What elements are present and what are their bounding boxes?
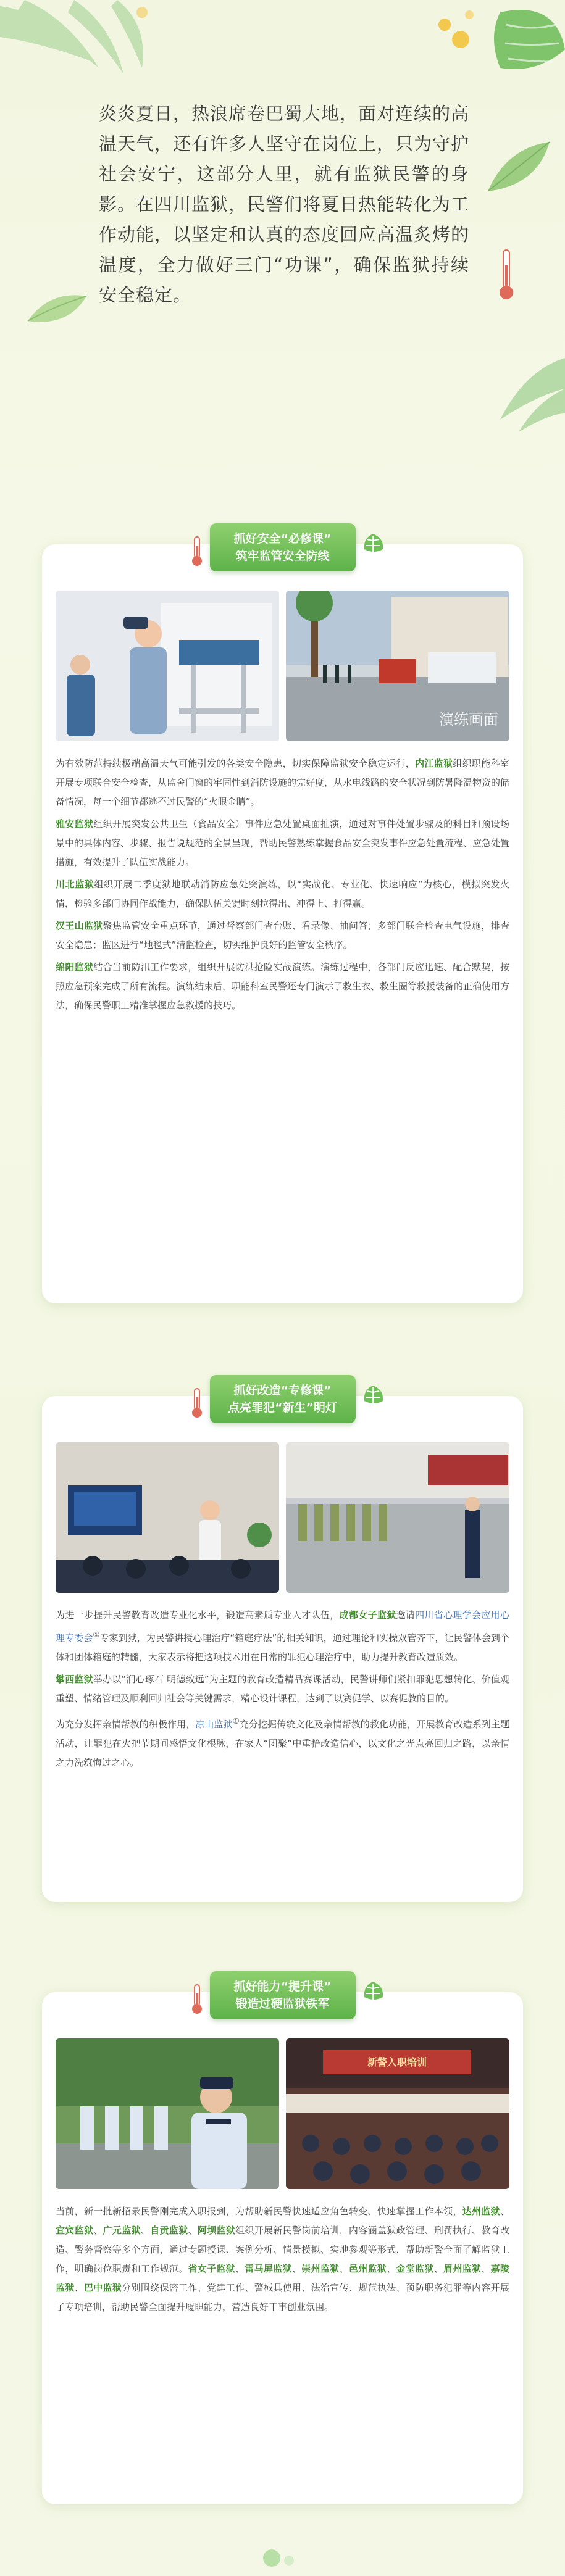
para-text: 组织职能科室开展专项联合安全检查，从监舍门窗的牢固性到消防设施的完好度，从水电线路的安全状况到防暑降温物资的储备情况，每一个细节都逃不过民警的“火眼金睛”。 <box>56 758 510 807</box>
section-title-line1: 抓好能力“提升课” <box>233 1980 332 1993</box>
prison-name: 嘉陵监狱 <box>56 2263 509 2293</box>
prison-name: 攀西监狱 <box>56 1674 93 1685</box>
inspection-photo <box>56 591 279 741</box>
section-body <box>56 754 509 1018</box>
para-text: 为有效防范持续极端高温天气可能引发的各类安全隐患，切实保障监狱安全稳定运行， <box>56 758 416 769</box>
thermometer-icon <box>190 536 204 567</box>
assembly-scene-icon <box>286 1442 509 1593</box>
paragraph <box>56 754 509 812</box>
para-text: 组织开展突发公共卫生（食品安全）事件应急处置桌面推演，通过对事件处置步骤及的科目和预设场景中的具体内容、步骤、报告说规范的全景呈现，帮助民警熟练掌握食品安全突发事件应急处置流程、应急处置措施，有效提升了队伍实战能力。 <box>56 818 510 868</box>
para-text: 组织开展新民警岗前培训，内容涵盖狱政管理、刑罚执行、教育改造、警务督察等多个方面，通过专题授课、案例分析、情景模拟、实地参观等形式，帮助新警全面了解监狱工作，明确岗位职责和工作规范。 <box>56 2225 509 2274</box>
para-text: 为充分发挥亲情帮教的积极作用， <box>56 1719 196 1730</box>
photo-row <box>56 591 509 741</box>
para-text: 充分挖掘传统文化及亲情帮教的教化功能，开展教育改造系列主题活动，让罪犯在火把节期间感悟文化根脉，在家人“团聚”中重拾改造信心，以文化之光点亮回归之路，以亲情之力洗筑悔过之心。 <box>56 1719 509 1768</box>
para-text: 为进一步提升民警教育改造专业化水平，锻造高素质专业人才队伍， <box>56 1610 340 1621</box>
thermometer-icon <box>190 1984 204 2014</box>
palm-leaf-top-left-icon <box>0 0 185 105</box>
prison-name: 成都女子监狱 <box>339 1610 396 1621</box>
prison-name: 内江监狱 <box>415 758 453 769</box>
photo-caption: 演练画面 <box>439 711 498 728</box>
prison-name: 汉王山监狱 <box>56 920 103 931</box>
section-card-safety <box>42 532 523 1303</box>
para-text: 聚焦监管安全重点环节，通过督察部门查台账、看录像、抽问答；多部门联合检查电气设施，排查安全隐患；监区进行“地毯式”清监检查，切实维护良好的监管安全秩序。 <box>56 920 509 950</box>
footnote-mark: ① <box>232 1716 240 1726</box>
para-text: 当前，新一批新招录民警刚完成入职报到，为帮助新民警快速适应角色转变、快速掌握工作本领， <box>56 2206 462 2217</box>
section-header-ability <box>210 1971 356 2019</box>
para-text: 邀请 <box>396 1610 416 1621</box>
photo-row <box>56 1442 509 1593</box>
paragraph: 当前，新一批新招录民警刚完成入职报到，为帮助新民警快速适应角色转变、快速掌握工作本领，达州监狱、宜宾监狱、广元监狱、自贡监狱、阿坝监狱组织开展新民警岗前培训，内容涵盖狱政管理、刑罚执行、教育改造、警务督察等多个方面，通过专题授课、案例分析、情景模拟、实地参观等形式，帮助新警全面了解监狱工作，明确岗位职责和工作规范。省女子监狱、雷马屏监狱、崇州监狱、邑州监狱、金堂监狱、眉州监狱、嘉陵监狱、巴中监狱分别围绕保密工作、党建工作、警械具使用、法治宣传、规范执法、预防职务犯罪等内容开展了专项培训，帮助民警全面提升履职能力，营造良好干事创业氛围。 <box>56 2206 509 2312</box>
section-card-ability <box>42 1980 523 2504</box>
training-hall-photo <box>286 2038 509 2189</box>
header-leaf-icon <box>361 1980 385 2005</box>
salute-photo <box>56 2038 279 2189</box>
prison-name: 川北监狱 <box>56 879 94 890</box>
salute-scene-icon <box>56 2038 279 2189</box>
org-link[interactable]: 四川省心理学会应用心理专委会 <box>56 1610 509 1643</box>
section-card-reform <box>42 1384 523 1902</box>
monstera-leaf-top-right-icon <box>432 0 565 93</box>
prison-name: 自贡监狱 <box>150 2225 188 2236</box>
assembly-photo <box>286 1442 509 1593</box>
paragraph <box>56 1711 509 1772</box>
bottom-decoration-icon <box>0 2546 565 2570</box>
paragraph <box>56 875 509 913</box>
header-leaf-icon <box>361 1384 385 1408</box>
thermometer-right-icon <box>494 247 519 302</box>
drill-photo <box>286 591 509 741</box>
para-text: 组织开展二季度狱地联动消防应急处突演练，以“实战化、专业化、快速响应”为核心，模拟突发火情，检验多部门协同作战能力，确保队伍关键时刻拉得出、冲得上、打得赢。 <box>56 879 509 909</box>
section-title-line2: 筑牢监管安全防线 <box>235 549 330 563</box>
footnote-mark: ① <box>93 1630 100 1639</box>
lecture-photo <box>56 1442 279 1593</box>
section-header-safety <box>210 523 356 571</box>
prison-name: 阿坝监狱 <box>197 2225 236 2236</box>
prison-name: 广元监狱 <box>103 2225 141 2236</box>
prison-name: 宜宾监狱 <box>56 2225 94 2236</box>
prison-name: 雅安监狱 <box>56 818 94 829</box>
intro-paragraph: 炎炎夏日，热浪席卷巴蜀大地，面对连续的高温天气，还有许多人坚守在岗位上，只为守护社会安宁，这部分人里，就有监狱民警的身影。在四川监狱，民警们将夏日热能转化为工作动能，以坚定和认真的态度回应高温炙烤的温度，全力做好三门“功课”，确保监狱持续安全稳定。 <box>99 103 470 305</box>
inspection-scene-icon <box>56 591 279 741</box>
section-title-line2: 点亮罪犯“新生”明灯 <box>228 1401 337 1415</box>
section-title-line1: 抓好改造“专修课” <box>233 1384 332 1397</box>
prison-name[interactable]: 凉山监狱 <box>195 1719 233 1730</box>
leaf-left-icon <box>25 284 93 339</box>
para-text: 结合当前防汛工作要求，组织开展防洪抢险实战演练。演练过程中，各部门反应迅速、配合默契，按照应急预案完成了所有流程。演练结束后，职能科室民警还专门演示了救生衣、救生圈等救援装备的正确使用方法，确保民警职工精准掌握应急救援的技巧。 <box>56 962 510 1011</box>
section-header-reform <box>210 1375 356 1423</box>
paragraph <box>56 916 509 955</box>
prison-name: 眉州监狱 <box>443 2263 482 2274</box>
prison-name: 绵阳监狱 <box>56 962 94 973</box>
para-text: 专家到狱，为民警讲授心理治疗“箱庭疗法”的相关知识，通过理论和实操双管齐下，让民警体会到个体和团体箱庭的精髓，大家表示将把这项技术用在日常的罪犯心理治疗中，助力提升教育改造质效。 <box>56 1632 509 1663</box>
prison-name: 崇州监狱 <box>301 2263 340 2274</box>
palm-leaf-right-icon <box>475 346 565 432</box>
section-title-line2: 锻造过硬监狱铁军 <box>235 1997 330 2011</box>
lecture-scene-icon <box>56 1442 279 1593</box>
section-title-line1: 抓好安全“必修课” <box>233 532 332 546</box>
prison-name: 达州监狱 <box>462 2206 500 2217</box>
prison-name: 邑州监狱 <box>348 2263 387 2274</box>
prison-name: 巴中监狱 <box>83 2282 122 2293</box>
paragraph <box>56 958 509 1015</box>
para-text: 分别围绕保密工作、党建工作、警械具使用、法治宣传、规范执法、预防职务犯罪等内容开展了专项培训，帮助民警全面提升履职能力，营造良好干事创业氛围。 <box>56 2282 509 2312</box>
prison-name: 金堂监狱 <box>396 2263 434 2274</box>
section-body <box>56 2202 509 2320</box>
section-body <box>56 1606 509 1776</box>
banner-text: 新警入职培训 <box>367 2056 427 2068</box>
prison-name: 雷马屏监狱 <box>245 2263 292 2274</box>
thermometer-icon <box>190 1387 204 1418</box>
paragraph <box>56 1606 509 1667</box>
paragraph <box>56 815 509 872</box>
paragraph <box>56 1670 509 1708</box>
prison-name: 省女子监狱 <box>188 2263 235 2274</box>
para-text: 举办以“润心琢石 明德致远”为主题的教育改造精品赛课活动，民警讲师们紧扣罪犯思想转化、价值观重塑、情绪管理及顺利回归社会等关键需求，精心设计课程，达到了以赛促学、以赛促教的目的。 <box>56 1674 509 1704</box>
photo-row <box>56 2038 509 2189</box>
header-leaf-icon <box>361 532 385 557</box>
leaf-right-icon <box>482 136 556 210</box>
